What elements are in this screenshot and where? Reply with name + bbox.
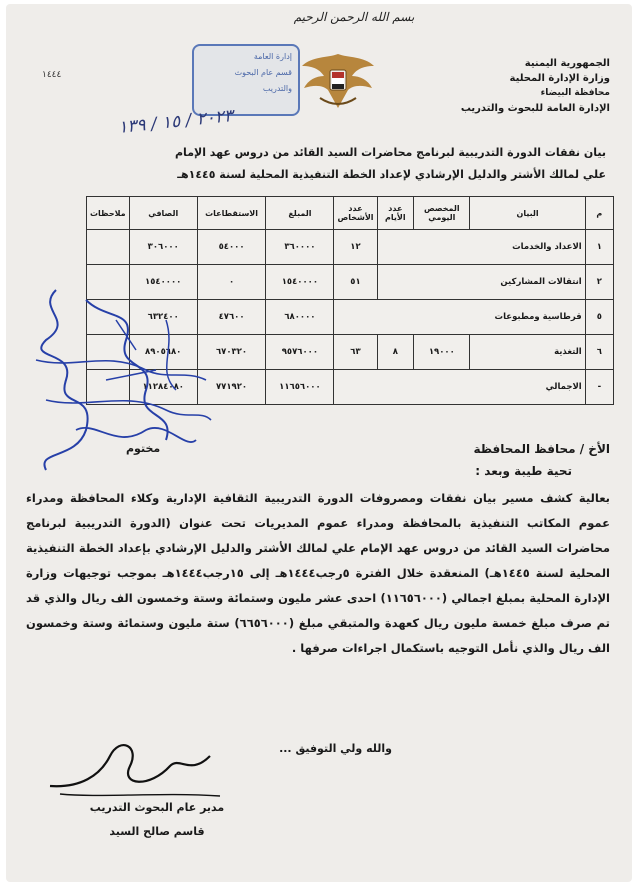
closing-line: والله ولي التوفيق ... [279, 742, 392, 755]
cell-deductions: ٦٧٠٣٢٠ [197, 335, 266, 370]
row-number: ١ [585, 230, 613, 265]
stamp-line: والتدريب [262, 84, 292, 93]
col-header: المخصص اليومي [414, 197, 470, 230]
cell-notes [87, 230, 130, 265]
row-number: ٦ [585, 335, 613, 370]
stamp-seal [192, 44, 300, 116]
cell-deductions: ٠ [197, 265, 266, 300]
cell-net: ١٥٤٠٠٠٠ [129, 265, 197, 300]
stamp-handwritten-number: ٢٠٢٣ / ١٥ / ١٣٩ [117, 106, 235, 138]
letter-body: بعالية كشف مسير بيان نفقات ومصروفات الدورة التدريبية الثقافية الإدارية وكلاء المحافظة ومدراء عموم المكاتب التنفيذية بالمحافظة ومدراء عموم المديريات تحت عنوان (الدورة التدريبية لبرنامج محاضرات السيد القائد من دروس عهد الإمام علي لمالك الأشتر والدليل الإرشادي بإعداد الخطة التنفيذية المحلية لسنة ١٤٤٥هـ) المنعقدة خلال الفترة ٥رجب١٤٤٤هـ إلى ١٥رجب١٤٤٤هـ بموجب توجيهات وزارة الإدارة المحلية بمبلغ اجمالي (١١٦٥٦٠٠٠) احدى عشر مليون وستمائة وستة وخمسون الف ريال والذي قد تم صرف مبلغ خمسة مليون ريال كعهدة والمتبقي مبلغ (٦٦٥٦٠٠٠) ستة مليون وستمائة وستة وخمسون الف ريال والذي نأمل التوجيه باستكمال اجراءات صرفها . [26, 491, 610, 655]
document-page [6, 4, 632, 882]
table-header-row [87, 197, 614, 230]
letterhead-line: الإدارة العامة للبحوث والتدريب [460, 103, 610, 114]
cell-daily: ١٩٠٠٠ [414, 335, 470, 370]
row-number: - [585, 370, 613, 405]
cell-days: ٨ [377, 335, 414, 370]
greeting: تحية طيبة وبعد : [475, 464, 572, 478]
col-header: المبلغ [266, 197, 334, 230]
col-header: م [585, 197, 613, 230]
letterhead-line: الجمهورية اليمنية [524, 58, 610, 69]
stamp-line: قسم عام البحوث [234, 68, 292, 77]
addressee: الأخ / محافظ المحافظة [473, 442, 610, 456]
cell-persons: ١٢ [334, 230, 377, 265]
cell-net: ١١٢٨٤٠٨٠ [129, 370, 197, 405]
cell-persons: ٦٣ [334, 335, 377, 370]
official-stamp [38, 40, 292, 138]
row-label: قرطاسية ومطبوعات [334, 300, 585, 335]
row-label: الاجمالي [334, 370, 585, 405]
row-number: ٢ [585, 265, 613, 300]
title-line: بيان نفقات الدورة التدريبية لبرنامج محاضرات السيد القائد من دروس عهد الإمام [175, 146, 606, 159]
col-header: ملاحظات [87, 197, 130, 230]
cell-deductions: ٥٤٠٠٠ [197, 230, 266, 265]
letterhead-line: محافظة البيضاء [540, 88, 610, 98]
eagle-emblem-icon [298, 48, 378, 114]
cell-net: ٣٠٦٠٠٠ [129, 230, 197, 265]
col-header: الصافي [129, 197, 197, 230]
cell-amount: ٣٦٠٠٠٠ [266, 230, 334, 265]
document-title [66, 142, 606, 186]
row-label: انتقالات المشاركين [377, 265, 585, 300]
cell-net: ٨٩٠٥٦٨٠ [129, 335, 197, 370]
col-header: عدد الأشخاص [334, 197, 377, 230]
cell-amount: ٦٨٠٠٠٠ [266, 300, 334, 335]
cell-amount: ١١٦٥٦٠٠٠ [266, 370, 334, 405]
signatory-name: قاسم صالح السيد [109, 825, 205, 838]
letterhead-line: وزارة الإدارة المحلية [509, 73, 610, 84]
cell-amount: ١٥٤٠٠٠٠ [266, 265, 334, 300]
title-line: علي لمالك الأشتر والدليل الإرشادي لإعداد الخطة التنفيذية المحلية لسنة ١٤٤٥هـ [177, 168, 606, 181]
cell-deductions: ٧٧١٩٢٠ [197, 370, 266, 405]
col-header: البيان [470, 197, 585, 230]
cell-deductions: ٤٧٦٠٠ [197, 300, 266, 335]
col-header: عدد الأيام [377, 197, 414, 230]
cell-persons: ٥١ [334, 265, 377, 300]
stamp-line: إدارة العامة [253, 52, 292, 61]
row-label: الاعداد والخدمات [377, 230, 585, 265]
letterhead [460, 56, 610, 116]
stamp-side-text: ١٤٤٤ [42, 70, 62, 80]
signature-icon [40, 726, 230, 806]
row-number: ٥ [585, 300, 613, 335]
basmala: بسم الله الرحمن الرحيم [293, 10, 415, 24]
cell-net: ٦٣٢٤٠٠ [129, 300, 197, 335]
table-row [87, 230, 614, 265]
col-header: الاستقطاعات [197, 197, 266, 230]
blue-handwritten-annotation [16, 280, 216, 480]
signature-block [52, 796, 262, 844]
cell-amount: ٩٥٧٦٠٠٠ [266, 335, 334, 370]
stamped-note: مختوم [126, 442, 161, 455]
signatory-title: مدير عام البحوث التدريب [89, 801, 225, 814]
row-label: التغذية [470, 335, 585, 370]
